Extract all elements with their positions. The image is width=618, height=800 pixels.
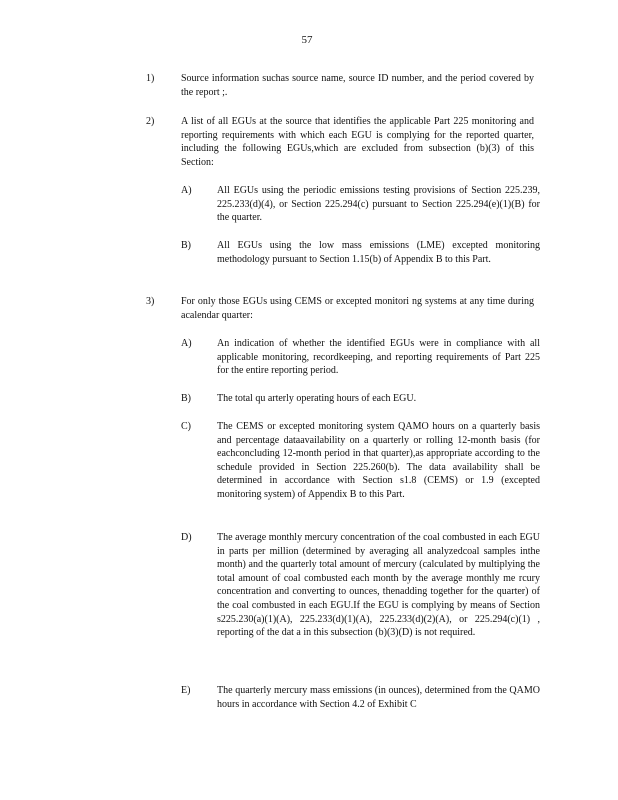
item-label: B) — [181, 240, 191, 251]
item-text: An indication of whether the identified EGUs were in compliance with all applicable monitoring, recordkeeping, and reporting requirements of Part 225 for the entire reporting period. — [217, 338, 540, 377]
item-text: The total qu arterly operating hours of each EGU. — [217, 393, 417, 404]
item-text: The average monthly mercury concentration of the coal combusted in each EGU in parts per million (determined by averaging all analyzedcoal samples inthe month) and the quarterly total amount of mercury (calculated by multiplying the total amount of coal combusted each month by the average monthly me rcury concentration and converting to ounces, thenadding together for the quarter) of the coal combusted in each EGU.If the EGU is complying by means of Section s225.230(a)(1)(A), 225.233(d)(1)(A), 225.233(d)(2)(A), or 225.294(c)(1) , reporting of the dat a in this subsection (b)(3)(D) is not required. — [217, 532, 540, 639]
item-text: All EGUs using the low mass emissions (LME) excepted monitoring methodology pursuant to Section 1.15(b) of Appendix B to this Part. — [217, 240, 540, 265]
item-text: The CEMS or excepted monitoring system QAMO hours on a quarterly basis and percentage dataavailability on a quarterly or rolling 12-month basis (for eachconcluding 12-month period in that quarter),as appropriate according to the schedule provided in Section 225.260(b). The data availability shall be determined in accordance with Section s1.8 (CEMS) or 1.9 (excepted monitoring system) of Appendix B to this Part. — [217, 421, 540, 500]
item-label: E) — [181, 685, 191, 696]
item-label: D) — [181, 532, 192, 543]
item-label: A) — [181, 338, 192, 349]
item-text: All EGUs using the periodic emissions testing provisions of Section 225.239, 225.233(d)(4), or Section 225.294(c) pursuant to Section 225.294(e)(1)(B) for the quarter. — [217, 185, 540, 224]
item-label: A) — [181, 185, 192, 196]
item-text: For only those EGUs using CEMS or excepted monitori ng systems at any time during acalendar quarter: — [181, 296, 534, 321]
item-label: 3) — [146, 296, 155, 307]
item-label: 1) — [146, 73, 155, 84]
item-text: The quarterly mercury mass emissions (in ounces), determined from the QAMO hours in accordance with Section 4.2 of Exhibit C — [217, 685, 540, 710]
page-number: 57 — [301, 34, 313, 46]
item-label: C) — [181, 421, 191, 432]
item-text: Source information suchas source name, source ID number, and the period covered by the report ;. — [181, 73, 534, 98]
item-label: 2) — [146, 116, 155, 127]
item-text: A list of all EGUs at the source that identifies the applicable Part 225 monitoring and reporting requirements with which each EGU is complying for the reported quarter, including the following EGUs,which are excluded from subsection (b)(3) of this Section: — [181, 116, 534, 168]
item-label: B) — [181, 393, 191, 404]
